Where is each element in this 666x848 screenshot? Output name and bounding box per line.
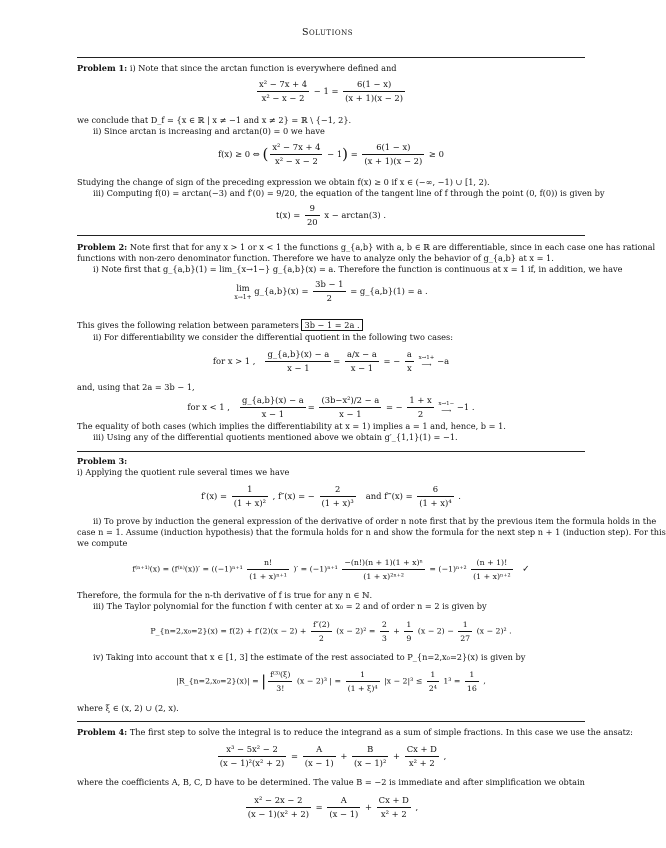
p3-line-8: iv) Taking into account that x ∈ [1, 3] the estimate of the rest associated to P_{n=2,x₀=2}(x) is given by <box>93 652 526 662</box>
p3-line-3: ii) To prove by induction the general expression of the derivative of order n note first that by the previous item the formula holds in the <box>93 516 657 526</box>
p2-line-6: and, using that 2a = 3b − 1, <box>77 382 195 392</box>
p2-eq-quotient-left: for x < 1 , $\frac{g\_\{a,b\}(x) - a}{x - 1}$ = $\frac{\text{(3b−x²)/2 − a}}{x - 1}$ = − $\frac{1 + x}{2}$ x→1− ⟶ −1 . <box>187 395 475 419</box>
p2-eq-limit: lim x→1+ g_{a,b}(x) = $\frac{3b - 1}{2}$ = g_{a,b}(1) = a . <box>234 279 428 303</box>
p4-line-1: Problem 4: The first step to solve the integral is to reduce the integrand as a sum of simple fractions. In this case we use the ansatz: <box>77 727 633 737</box>
p4-eq-ansatz: $\frac{\text{x³ − 5x² − 2}}{\text{(x − 1)²(x² + 2)}}$ = $\frac{A}{(x - 1)}$ + $\frac{B}{\text{(x − 1)²}}$ + $\frac{Cx + D}{\text{x² + 2}}$ , <box>219 744 447 768</box>
p3-line-6: Therefore, the formula for the n-th derivative of f is true for any n ∈ ℕ. <box>77 590 373 600</box>
p3-line-7: iii) The Taylor polynomial for the function f with center at x₀ = 2 and of order n = 2 is given by <box>93 601 487 611</box>
p1-eq-sign: f(x) ≥ 0 ⇔ ( $\frac{\text{x² − 7x + 4}}{\text{x² − x − 2}}$ − 1) = $\frac{6(1 - x)}{(x + 1)(x - 2)}$ ≥ 0 <box>218 142 444 166</box>
p2-line-1: Problem 2: Note first that for any x > 1 or x < 1 the functions g_{a,b} with a, b ∈ ℝ are differentiable, since in each case one has rational <box>77 242 656 252</box>
p2-eq-quotient-right: for x > 1 , $\frac{g\_\{a,b\}(x) - a}{x - 1}$ = $\frac{a/x - a}{x - 1}$ = − $\frac{a}{x}$ x→1+ ⟶ −a <box>212 349 450 373</box>
boxed-relation: 3b − 1 = 2a . <box>301 319 362 331</box>
running-head: Solutions <box>301 27 353 38</box>
p3-line-1: Problem 3: <box>77 456 128 466</box>
p3-line-2: i) Applying the quotient rule several times we have <box>77 467 290 477</box>
p2-line-2: functions with non-zero denominator function. Therefore we have to analyze only the behavior of g_{a,b} at x = 1. <box>77 253 554 263</box>
p2-line-3: i) Note first that g_{a,b}(1) = lim_{x→1−} g_{a,b}(x) = a. Therefore the function is continuous at x = 1 if, in addition, we have <box>93 264 623 274</box>
p3-eq-induction: f⁽ⁿ⁺¹⁾(x) = (f⁽ⁿ⁾(x))′ = ((−1)ⁿ⁺¹ $\frac{n!}{\text{(1 + x)ⁿ⁺¹}}$ )′ = (−1)ⁿ⁺¹ $\frac{\text{−(n!)(n + 1)(1 + x)ⁿ}}{\text{(1 + x)²ⁿ⁺²}}$ = (−1)ⁿ⁺² $\frac{(n + 1)!}{\text{(1 + x)ⁿ⁺²}}$ ✓ <box>132 558 530 581</box>
p1-line-3: ii) Since arctan is increasing and arctan(0) = 0 we have <box>93 126 325 136</box>
p1-line-4: Studying the change of sign of the preceding expression we obtain f(x) ≥ 0 if x ∈ (−∞, −1) ∪ [1, 2). <box>77 177 490 187</box>
p2-line-8: iii) Using any of the differential quotients mentioned above we obtain g′_{1,1}(1) = −1. <box>93 432 458 442</box>
p4-eq-simplified: $\frac{\text{x² − 2x − 2}}{\text{(x − 1)(x² + 2)}}$ = $\frac{A}{(x - 1)}$ + $\frac{Cx + D}{\text{x² + 2}}$ , <box>247 795 419 819</box>
p2-line-7: The equality of both cases (which implies the differentiability at x = 1) implies a = 1 and, hence, b = 1. <box>77 421 506 431</box>
p3-line-4: case n = 1. Assume (induction hypothesis) that the formula holds for n and show the formula for the next step n + 1 (induction step). For this <box>77 527 666 537</box>
p3-eq-derivatives: f′(x) = $\frac{1}{\text{(1 + x)²}}$ , f″(x) = − $\frac{2}{\text{(1 + x)³}}$ and f‴(x) = $\frac{6}{\text{(1 + x)⁴}}$ . <box>201 484 461 508</box>
p2-line-4: This gives the following relation between parameters 3b − 1 = 2a . <box>77 320 585 331</box>
p1-eq-domain: $\frac{\text{x² − 7x + 4}}{\text{x² − x − 2}}$ − 1 = $\frac{6(1 - x)}{(x + 1)(x - 2)}$ <box>258 79 404 103</box>
p4-line-2: where the coefficients A, B, C, D have to be determined. The value B = −2 is immediate and after simplification we obtain <box>77 777 585 787</box>
p3-line-9: where ξ ∈ (x, 2) ∪ (2, x). <box>77 703 179 713</box>
section-rule <box>77 235 585 236</box>
section-rule <box>77 451 585 452</box>
p1-line-1: Problem 1: i) Note that since the arctan function is everywhere defined and <box>77 63 397 73</box>
p3-eq-taylor: P_{n=2,x₀=2}(x) = f(2) + f′(2)(x − 2) + $\frac{f''(2)}{2}$ (x − 2)² = $\frac{2}{3}$ + $\frac{1}{9}$ (x − 2) − $\frac{1}{27}$ (x − 2)² . <box>150 620 512 643</box>
section-rule <box>77 721 585 722</box>
p2-line-5: ii) For differentiability we consider the differential quotient in the following two cases: <box>93 332 453 342</box>
p3-line-5: we compute <box>77 538 128 548</box>
p3-eq-rest: |R_{n=2,x₀=2}(x)| = | $\frac{\text{f⁽³⁾(ξ)}}{3!}$ (x − 2)³ | = $\frac{1}{\text{(1 + ξ)⁴}}$ |x − 2|³ ≤ $\frac{1}{\text{2⁴}}$ 1³ = $\frac{1}{16}$ , <box>176 670 486 693</box>
check-mark-icon: ✓ <box>522 564 530 575</box>
p1-line-2: we conclude that D_f = {x ∈ ℝ | x ≠ −1 and x ≠ 2} = ℝ \ {−1, 2}. <box>77 115 352 125</box>
section-rule <box>77 57 585 58</box>
p1-line-5: iii) Computing f(0) = arctan(−3) and f′(0) = 9/20, the equation of the tangent line of f through the point (0, f(0)) is given by <box>93 188 605 198</box>
p1-eq-tangent: t(x) = $\frac{9}{20}$ x − arctan(3) . <box>275 203 387 227</box>
